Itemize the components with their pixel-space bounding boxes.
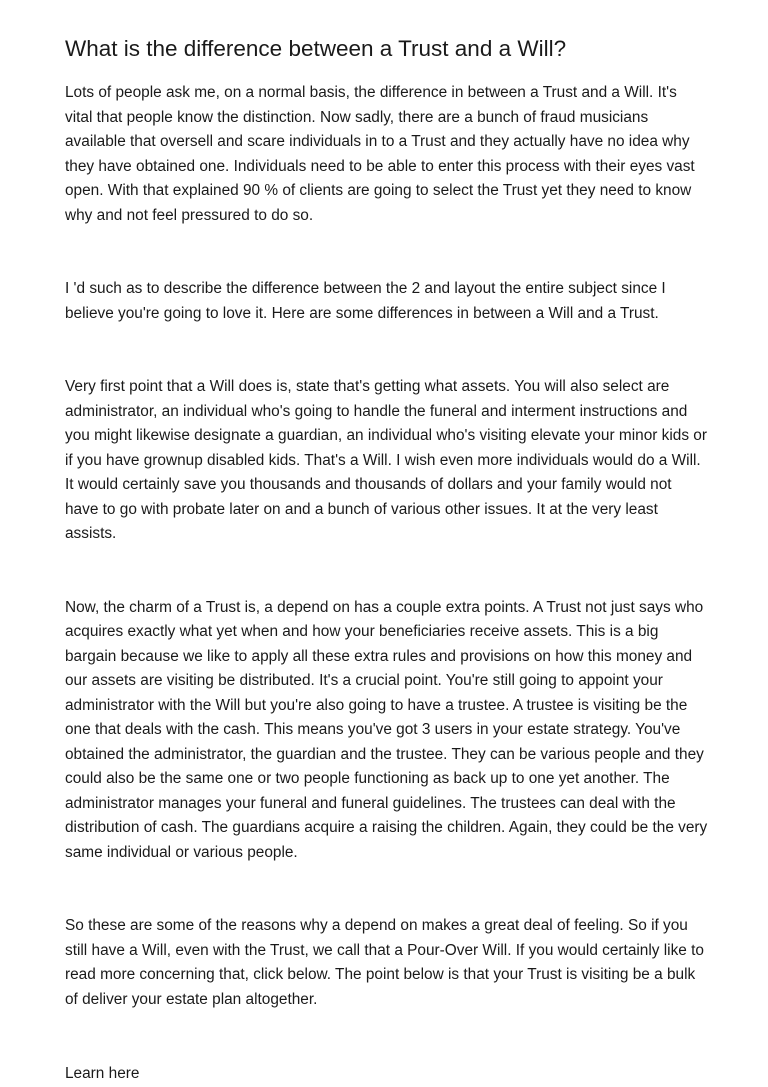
paragraph-trust: Now, the charm of a Trust is, a depend on has a couple extra points. A Trust not just says who acquires exactly what yet when and how your beneficiaries receive assets. This is a big bargain because we like to apply all these extra rules and provisions on how this money and our assets are visiting be distributed. It's a crucial point. You're still going to appoint your administrator with the Will but you're also going to have a trustee. A trustee is visiting be the one that deals with the cash. This means you've got 3 users in your estate strategy. You've obtained the administrator, the guardian and the trustee. They can be various people and they could also be the same one or two people functioning as back up to one yet another. The administrator manages your funeral and funeral guidelines. The trustees can deal with the distribution of cash. The guardians acquire a raising the children. Again, they could be the very same individual or various people. — [65, 598, 708, 861]
learn-here-link[interactable]: Learn here — [65, 1065, 140, 1082]
paragraph-will: Very first point that a Will does is, state that's getting what assets. You will also select are administrator, an individual who's going to handle the funeral and interment instructions and you might likewise designate a guardian, an individual who's visiting elevate your minor kids or if you have grownup disabled kids. That's a Will. I wish even more individuals would do a Will. It would certainly save you thousands and thousands of dollars and your family would not have to go with probate later on and a bunch of various other issues. It at the very least assists. — [65, 378, 707, 542]
paragraph-intro: Lots of people ask me, on a normal basis, the difference in between a Trust and a Will. It's vital that people know the distinction. Now sadly, there are a bunch of fraud musicians available that oversell and scare individuals in to a Trust and they actually have no idea why they have obtained one. Individuals need to be able to enter this process with their eyes vast open. With that explained 90 % of clients are going to select the Trust yet they need to know why and not feel pressured to do so. — [65, 84, 695, 224]
paragraph-overview: I 'd such as to describe the difference between the 2 and layout the entire subject since I believe you're going to love it. Here are some differences in between a Will and a Trust. — [65, 280, 666, 322]
paragraph-conclusion: So these are some of the reasons why a depend on makes a great deal of feeling. So if you still have a Will, even with the Trust, we call that a Pour-Over Will. If you would certainly like to read more concerning that, click below. The point below is that your Trust is visiting be a bulk of deliver your estate plan altogether. — [65, 917, 704, 1008]
document-title: What is the difference between a Trust and a Will? — [65, 36, 567, 61]
